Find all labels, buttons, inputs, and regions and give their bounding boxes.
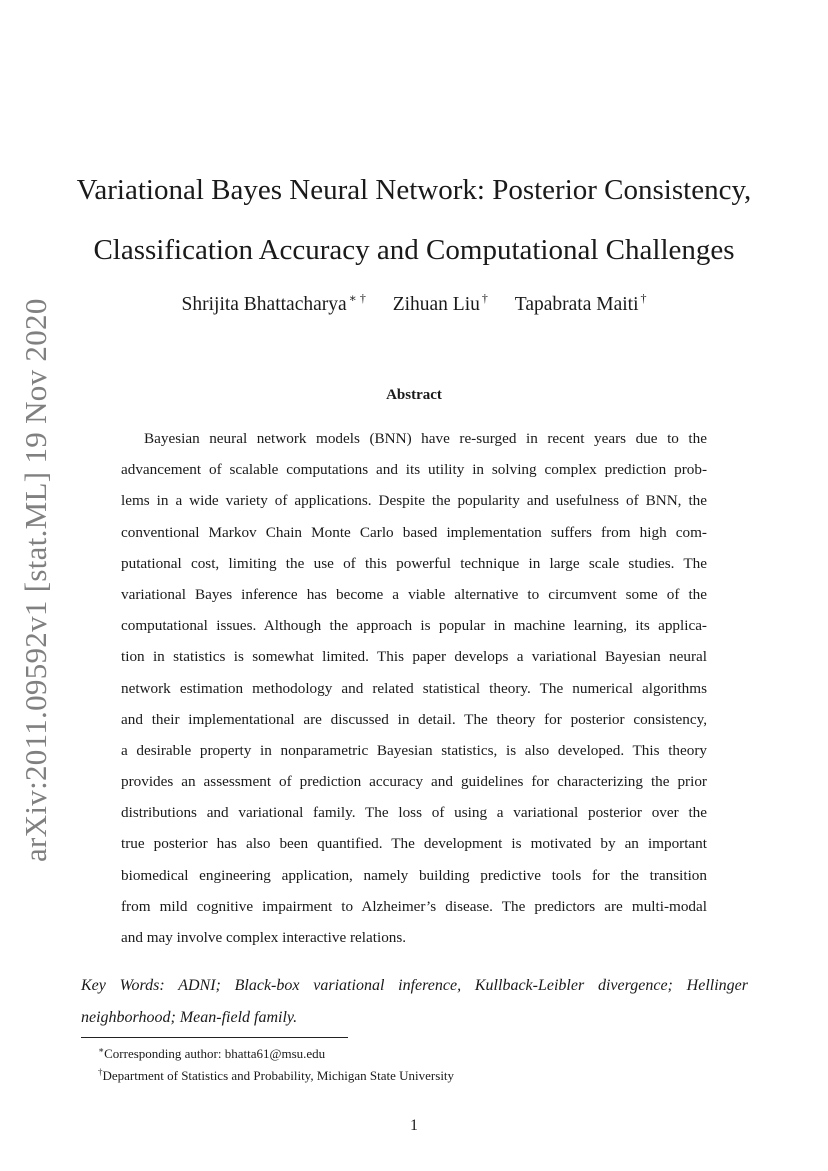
keywords (81, 970, 748, 1033)
author (393, 291, 488, 316)
footnote-text: Department of Statistics and Probability, Michigan State University (102, 1068, 455, 1083)
author-list (0, 291, 828, 316)
abstract-line: tion in statistics is somewhat limited. This paper develops a variational Bayesian neural (121, 648, 707, 666)
abstract-line: computational issues. Although the approach is popular in machine learning, its applica- (121, 617, 707, 635)
footnote-affiliation (98, 1063, 454, 1085)
abstract-line: network estimation methodology and related statistical theory. The numerical algorithms (121, 679, 707, 697)
author-affiliation-marks: † (640, 291, 647, 305)
keywords-line-1: Key Words: ADNI; Black-box variational inference, Kullback-Leibler divergence; Hellinger (81, 977, 748, 994)
footnote-text: Corresponding author: bhatta61@msu.edu (104, 1046, 326, 1061)
abstract-line: and their implementational are discussed in detail. The theory for posterior consistency, (121, 710, 707, 728)
author-affiliation-marks: ∗ † (348, 291, 366, 305)
paper-title (0, 160, 828, 280)
author (515, 291, 647, 316)
author-name: Tapabrata Maiti (514, 294, 639, 315)
abstract-line: provides an assessment of prediction accuracy and guidelines for characterizing the prior (121, 773, 707, 791)
abstract-line: and may involve complex interactive relations. (121, 929, 407, 946)
author-name: Zihuan Liu (392, 294, 480, 315)
abstract-line: true posterior has also been quantified. The development is motivated by an important (121, 835, 707, 853)
footnote-mark: ∗ (98, 1045, 105, 1055)
keywords-line-2: neighborhood; Mean-field family. (81, 1008, 298, 1026)
abstract-line: biomedical engineering application, namely building predictive tools for the transition (121, 866, 707, 884)
page-number: 1 (410, 1117, 418, 1134)
abstract-line: distributions and variational family. The loss of using a variational posterior over the (121, 804, 707, 822)
abstract-line: Bayesian neural network models (BNN) have re-surged in recent years due to the (144, 430, 707, 447)
arxiv-identifier: arXiv:2011.09592v1 [stat.ML] 19 Nov 2020 (18, 298, 53, 862)
author-affiliation-marks: † (481, 291, 488, 305)
footnote-mark: † (98, 1067, 103, 1077)
abstract-body (121, 423, 707, 953)
abstract-line: advancement of scalable computations and its utility in solving complex prediction prob- (121, 461, 707, 479)
abstract-heading: Abstract (386, 387, 442, 403)
abstract-line: lems in a wide variety of applications. Despite the popularity and usefulness of BNN, the (121, 492, 707, 510)
abstract-line: from mild cognitive impairment to Alzheimer’s disease. The predictors are multi-modal (121, 897, 707, 915)
author (182, 291, 366, 316)
abstract-line: conventional Markov Chain Monte Carlo based implementation suffers from high com- (121, 523, 707, 541)
footnotes (98, 1041, 454, 1085)
author-name: Shrijita Bhattacharya (181, 294, 347, 315)
title-line-2: Classification Accuracy and Computational Challenges (93, 234, 735, 266)
abstract-line: variational Bayes inference has become a viable alternative to circumvent some of the (121, 585, 707, 603)
abstract-line: a desirable property in nonparametric Bayesian statistics, is also developed. This theory (121, 741, 707, 759)
footnote-corresponding-author (98, 1041, 454, 1063)
title-line-1: Variational Bayes Neural Network: Posterior Consistency, (76, 174, 752, 206)
abstract-line: putational cost, limiting the use of this powerful technique in large scale studies. The (121, 554, 707, 572)
footnote-rule (81, 1037, 348, 1038)
